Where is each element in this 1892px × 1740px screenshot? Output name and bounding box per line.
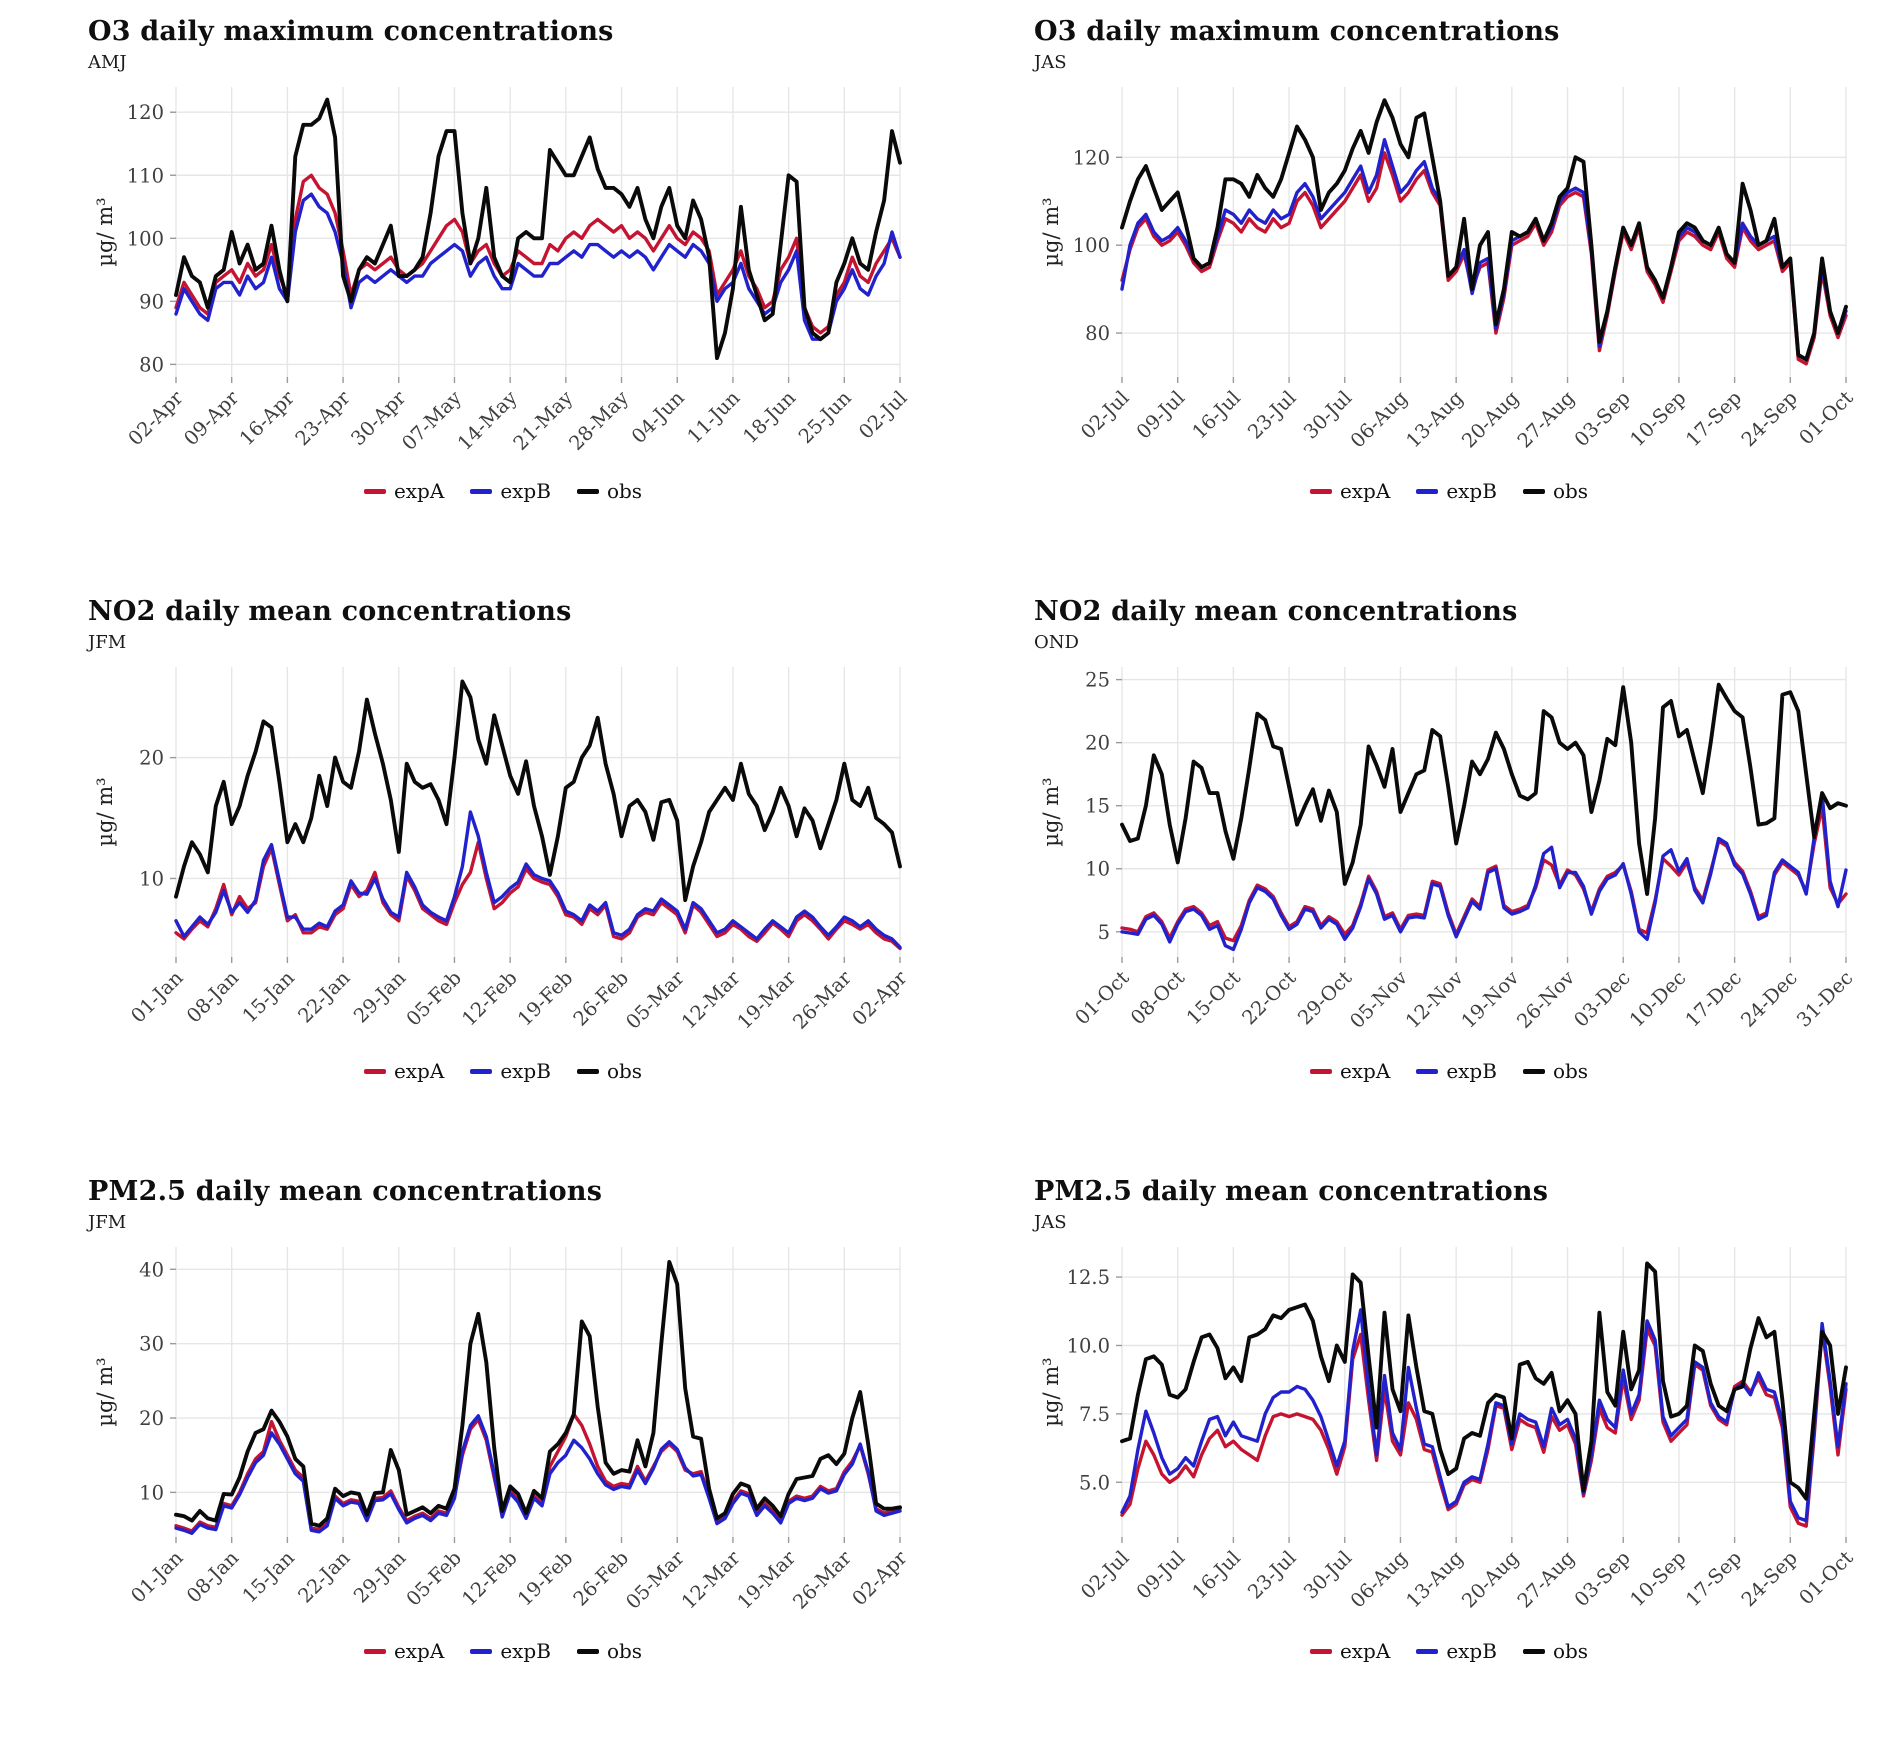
x-tick-label: 23-Jul [1243, 386, 1301, 444]
legend-label: expB [1446, 479, 1497, 504]
legend-dash-icon-expB [1416, 1649, 1438, 1654]
x-tick-label: 15-Jan [237, 1546, 299, 1608]
gridlines [176, 87, 900, 377]
legend-label: obs [606, 1059, 643, 1084]
y-tick-label: 90 [139, 290, 164, 314]
legend-label: expB [1446, 1639, 1497, 1664]
x-tick-label: 06-Aug [1345, 1546, 1412, 1613]
chart-subtitle: JAS [1034, 1212, 1067, 1234]
y-tick-label: 25 [1085, 668, 1110, 692]
legend-item-obs [577, 1639, 642, 1663]
legend-dash-icon-expB [470, 489, 492, 494]
legend-item-expA [1310, 1639, 1390, 1663]
x-tick-label: 01-Jan [126, 1546, 188, 1608]
x-tick-label: 15-Oct [1181, 966, 1245, 1030]
legend-dash-icon-expA [364, 1649, 386, 1654]
legend-dash-icon-obs [577, 1069, 599, 1074]
chart-canvas [1034, 655, 1864, 1055]
legend-item-expB [1416, 1059, 1497, 1083]
x-tick-label: 27-Aug [1512, 386, 1580, 453]
legend-dash-icon-obs [577, 1649, 599, 1654]
legend-dash-icon-obs [1523, 489, 1545, 494]
legend-label: expB [500, 1639, 551, 1664]
x-tick-label: 17-Sep [1681, 386, 1747, 452]
x-tick-label: 19-Mar [732, 966, 801, 1034]
legend-item-obs [1523, 1059, 1588, 1083]
y-tick-label: 10 [139, 867, 164, 891]
x-tick-label: 29-Jan [349, 1546, 411, 1608]
x-tick-label: 17-Dec [1680, 966, 1747, 1032]
chart-subtitle: JAS [1034, 52, 1067, 74]
x-tick-label: 30-Jul [1299, 386, 1357, 444]
chart-legend [88, 479, 918, 503]
y-tick-label: 110 [126, 164, 164, 188]
y-tick-label: 10.0 [1066, 1334, 1110, 1358]
x-tick-label: 02-Apr [123, 386, 188, 451]
legend-item-obs [577, 479, 642, 503]
legend-item-obs [1523, 1639, 1588, 1663]
x-tick-label: 21-May [508, 386, 578, 455]
x-tick-label: 02-Apr [847, 1546, 912, 1611]
x-tick-label: 22-Jan [293, 1546, 355, 1608]
y-tick-label: 12.5 [1066, 1266, 1110, 1290]
x-tick-label: 19-Nov [1456, 966, 1524, 1033]
x-tick-label: 05-Feb [401, 1546, 466, 1611]
y-tick-label: 15 [1085, 794, 1110, 818]
legend-label: expA [1339, 1059, 1391, 1084]
legend-label: expA [393, 479, 445, 504]
y-tick-label: 80 [139, 353, 164, 377]
legend-item-expB [1416, 479, 1497, 503]
x-tick-label: 17-Sep [1681, 1546, 1747, 1612]
x-tick-label: 15-Jan [237, 966, 299, 1028]
chart-legend [1034, 1639, 1864, 1663]
x-tick-label: 30-Jul [1299, 1546, 1357, 1604]
y-tick-label: 10 [139, 1481, 164, 1505]
legend-dash-icon-expA [1310, 489, 1332, 494]
legend-dash-icon-expA [1310, 1069, 1332, 1074]
x-tick-label: 01-Oct [1070, 966, 1134, 1030]
chart-title: PM2.5 daily mean concentrations [88, 1176, 603, 1207]
y-tick-label: 30 [139, 1332, 164, 1356]
x-tick-label: 06-Aug [1345, 386, 1412, 453]
x-tick-label: 16-Jul [1187, 386, 1245, 444]
x-tick-label: 26-Mar [788, 1546, 856, 1614]
x-tick-label: 01-Jan [126, 966, 188, 1028]
y-tick-label: 5 [1097, 920, 1110, 944]
legend-label: obs [1552, 1639, 1589, 1664]
legend-item-expA [1310, 1059, 1390, 1083]
x-tick-label: 02-Apr [847, 966, 912, 1031]
x-tick-label: 04-Jun [627, 386, 689, 449]
legend-dash-icon-expA [1310, 1649, 1332, 1654]
x-tick-label: 07-May [397, 386, 466, 455]
x-tick-label: 16-Apr [235, 386, 299, 451]
x-tick-label: 01-Oct [1794, 386, 1858, 450]
legend-item-expB [470, 479, 551, 503]
chart-title: O3 daily maximum concentrations [1034, 16, 1560, 47]
chart-panel-pm25-jas [946, 1160, 1892, 1740]
x-tick-label: 12-Nov [1401, 966, 1468, 1033]
chart-panel-no2-jfm [0, 580, 946, 1160]
x-tick-label: 12-Mar [677, 1546, 745, 1614]
legend-label: expB [500, 1059, 551, 1084]
legend-item-expA [364, 479, 444, 503]
series-line-expB [176, 194, 900, 339]
x-tick-label: 05-Mar [621, 1546, 689, 1614]
legend-label: obs [606, 479, 643, 504]
x-tick-label: 05-Mar [621, 966, 689, 1034]
x-tick-label: 29-Jan [349, 966, 411, 1028]
chart-legend [1034, 1059, 1864, 1083]
chart-canvas [1034, 75, 1864, 475]
x-tick-label: 26-Feb [568, 966, 634, 1031]
legend-label: expA [1339, 479, 1391, 504]
legend-label: obs [1552, 1059, 1589, 1084]
chart-title: NO2 daily mean concentrations [1034, 596, 1518, 627]
y-tick-label: 100 [1072, 234, 1110, 258]
chart-canvas [88, 655, 918, 1055]
y-axis-title: µg/ m³ [1039, 197, 1063, 267]
chart-panel-o3-amj [0, 0, 946, 580]
x-tick-label: 10-Sep [1625, 386, 1691, 452]
legend-dash-icon-obs [1523, 1069, 1545, 1074]
series-line-expA [176, 842, 900, 948]
gridlines [1122, 667, 1846, 957]
legend-item-expB [1416, 1639, 1497, 1663]
series-line-obs [176, 1262, 900, 1526]
x-tick-label: 09-Jul [1131, 386, 1190, 444]
x-tick-label: 14-May [453, 386, 522, 455]
x-tick-label: 24-Sep [1736, 1546, 1802, 1612]
x-tick-label: 12-Mar [677, 966, 745, 1034]
y-tick-label: 5.0 [1078, 1471, 1110, 1495]
chart-title: PM2.5 daily mean concentrations [1034, 1176, 1549, 1207]
x-tick-label: 27-Aug [1512, 1546, 1580, 1613]
legend-label: expA [1339, 1639, 1391, 1664]
x-tick-label: 01-Oct [1794, 1546, 1858, 1610]
x-tick-label: 19-Feb [513, 966, 578, 1031]
x-tick-label: 09-Jul [1131, 1546, 1190, 1604]
x-tick-label: 03-Dec [1569, 966, 1635, 1032]
chart-canvas [88, 1235, 918, 1635]
x-tick-label: 23-Apr [290, 386, 355, 451]
legend-label: expB [1446, 1059, 1497, 1084]
chart-legend [1034, 479, 1864, 503]
x-tick-label: 24-Dec [1736, 966, 1802, 1032]
series-line-expA [176, 175, 900, 333]
x-tick-label: 03-Sep [1569, 1546, 1635, 1612]
legend-dash-icon-expA [364, 1069, 386, 1074]
legend-item-obs [577, 1059, 642, 1083]
x-tick-label: 05-Nov [1345, 966, 1412, 1033]
y-tick-label: 20 [139, 1407, 164, 1431]
chart-subtitle: AMJ [88, 52, 127, 74]
y-axis-title: µg/ m³ [93, 1357, 117, 1427]
x-tick-label: 20-Aug [1457, 1546, 1524, 1613]
legend-item-expA [364, 1059, 444, 1083]
x-tick-label: 11-Jun [682, 386, 745, 449]
legend-label: expA [393, 1639, 445, 1664]
x-tick-label: 19-Feb [513, 1546, 578, 1611]
x-tick-label: 10-Dec [1625, 966, 1691, 1032]
y-tick-label: 20 [139, 746, 164, 770]
legend-label: obs [606, 1639, 643, 1664]
legend-dash-icon-obs [1523, 1649, 1545, 1654]
chart-title: NO2 daily mean concentrations [88, 596, 572, 627]
x-tick-label: 23-Jul [1243, 1546, 1301, 1604]
chart-legend [88, 1059, 918, 1083]
y-tick-label: 120 [126, 101, 164, 125]
legend-dash-icon-expB [470, 1069, 492, 1074]
y-tick-label: 100 [126, 227, 164, 251]
series-line-expB [1122, 794, 1846, 949]
x-tick-label: 13-Aug [1401, 386, 1468, 453]
x-tick-label: 08-Oct [1126, 966, 1190, 1030]
chart-subtitle: JFM [88, 1212, 127, 1234]
series-line-obs [1122, 685, 1846, 894]
legend-label: expA [393, 1059, 445, 1084]
y-axis-title: µg/ m³ [1039, 1357, 1063, 1427]
x-tick-label: 16-Jul [1187, 1546, 1245, 1604]
y-axis-title: µg/ m³ [93, 777, 117, 847]
chart-legend [88, 1639, 918, 1663]
y-axis-title: µg/ m³ [93, 197, 117, 267]
legend-label: obs [1552, 479, 1589, 504]
x-tick-label: 26-Nov [1512, 966, 1580, 1033]
gridlines [1122, 1247, 1846, 1537]
x-tick-label: 03-Sep [1569, 386, 1635, 452]
chart-panel-no2-ond [946, 580, 1892, 1160]
y-tick-label: 20 [1085, 731, 1110, 755]
chart-panel-o3-jas [946, 0, 1892, 580]
x-tick-label: 29-Oct [1293, 966, 1357, 1030]
x-tick-label: 24-Sep [1736, 386, 1802, 452]
legend-label: expB [500, 479, 551, 504]
series-line-obs [1122, 100, 1846, 359]
series-line-expA [1122, 153, 1846, 364]
legend-dash-icon-expB [470, 1649, 492, 1654]
x-tick-label: 30-Apr [346, 386, 411, 451]
chart-subtitle: OND [1034, 632, 1079, 654]
legend-item-expB [470, 1059, 551, 1083]
legend-item-expA [364, 1639, 444, 1663]
x-tick-label: 09-Apr [179, 386, 244, 451]
y-tick-label: 40 [139, 1258, 164, 1282]
x-tick-label: 08-Jan [182, 1546, 244, 1608]
legend-item-obs [1523, 479, 1588, 503]
x-tick-label: 02-Jul [854, 386, 912, 444]
x-tick-label: 10-Sep [1625, 1546, 1691, 1612]
x-tick-label: 02-Jul [1076, 386, 1134, 444]
y-tick-label: 7.5 [1078, 1402, 1110, 1426]
x-tick-label: 13-Aug [1401, 1546, 1468, 1613]
chart-title: O3 daily maximum concentrations [88, 16, 614, 47]
legend-dash-icon-expA [364, 489, 386, 494]
chart-canvas [1034, 1235, 1864, 1635]
legend-item-expA [1310, 479, 1390, 503]
series-line-obs [176, 100, 900, 359]
chart-subtitle: JFM [88, 632, 127, 654]
legend-item-expB [470, 1639, 551, 1663]
chart-panel-pm25-jfm [0, 1160, 946, 1740]
y-tick-label: 120 [1072, 146, 1110, 170]
series-line-obs [176, 682, 900, 901]
x-tick-label: 22-Oct [1237, 966, 1301, 1030]
x-tick-label: 20-Aug [1457, 386, 1524, 453]
legend-dash-icon-obs [577, 489, 599, 494]
chart-canvas [88, 75, 918, 475]
y-axis-title: µg/ m³ [1039, 777, 1063, 847]
x-tick-label: 28-May [564, 386, 634, 455]
x-tick-label: 02-Jul [1076, 1546, 1134, 1604]
x-tick-label: 05-Feb [401, 966, 466, 1031]
x-tick-label: 26-Mar [788, 966, 856, 1034]
x-tick-label: 22-Jan [293, 966, 355, 1028]
y-tick-label: 10 [1085, 857, 1110, 881]
x-tick-label: 26-Feb [568, 1546, 634, 1611]
x-tick-label: 19-Mar [732, 1546, 801, 1614]
x-tick-label: 08-Jan [182, 966, 244, 1028]
x-tick-label: 12-Feb [457, 966, 522, 1031]
y-tick-label: 80 [1085, 322, 1110, 346]
x-tick-label: 31-Dec [1792, 966, 1858, 1032]
x-tick-label: 12-Feb [457, 1546, 522, 1611]
legend-dash-icon-expB [1416, 1069, 1438, 1074]
x-tick-label: 18-Jun [738, 386, 801, 449]
x-tick-label: 25-Jun [794, 386, 856, 449]
series-line-expA [1122, 807, 1846, 941]
legend-dash-icon-expB [1416, 489, 1438, 494]
